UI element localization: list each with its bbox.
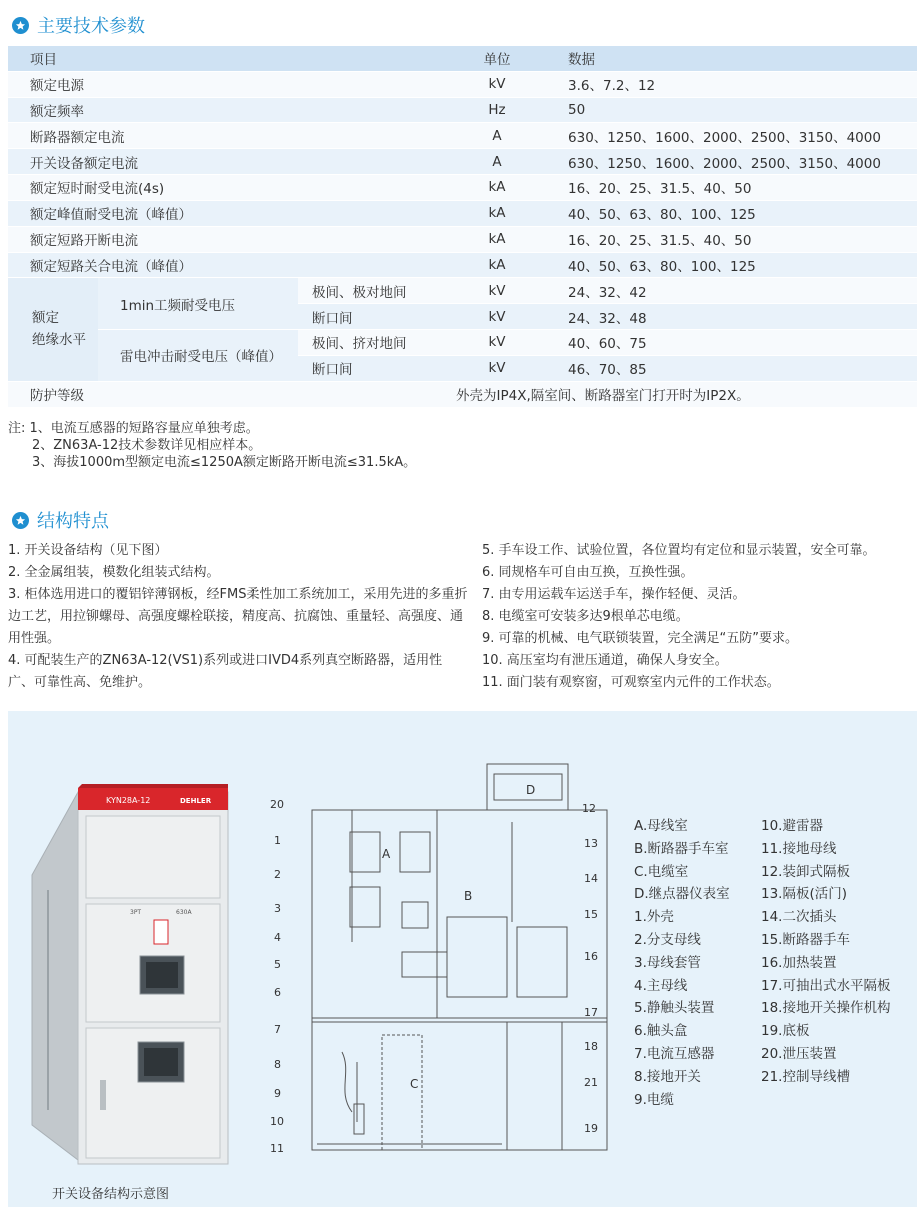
svg-text:5: 5 (274, 958, 281, 971)
row-item: 额定频率 (8, 97, 456, 123)
features-left (8, 540, 468, 694)
legend-item: 3.母线套管 (634, 954, 701, 971)
svg-text:18: 18 (584, 1040, 598, 1053)
section-title-features: 结构特点 (12, 507, 109, 533)
row-data: 46、70、85 (538, 355, 917, 381)
row-data: 40、50、63、80、100、125 (538, 200, 917, 226)
row-item: 额定电源 (8, 71, 456, 97)
row-item: 防护等级 (8, 381, 456, 407)
feature-item: 8. 电缆室可安装多达9根单芯电缆。 (482, 609, 689, 624)
feature-item: 4. 可配装生产的ZN63A-12(VS1)系列或进口IVD4系列真空断路器，适用性广、可靠性高、免维护。 (8, 653, 443, 690)
row-item: 额定短路开断电流 (8, 226, 456, 252)
svg-text:17: 17 (584, 1006, 598, 1019)
row-unit: kA (456, 200, 538, 226)
row-data: 40、50、63、80、100、125 (538, 252, 917, 278)
notes (8, 420, 416, 471)
table-row (8, 123, 917, 149)
row-unit: A (456, 149, 538, 175)
legend-item: 10.避雷器 (761, 818, 823, 834)
row-type: 断口间 (298, 355, 456, 381)
feature-item: 5. 手车设工作、试验位置，各位置均有定位和显示装置，安全可靠。 (482, 543, 876, 558)
star-icon (12, 17, 29, 34)
row-type: 极间、极对地间 (298, 278, 456, 304)
row-data: 24、32、48 (538, 304, 917, 330)
cabinet-photo (30, 780, 230, 1165)
row-data: 40、60、75 (538, 329, 917, 355)
legend-item: C.电缆室 (634, 863, 689, 880)
svg-text:9: 9 (274, 1087, 281, 1100)
header-data: 数据 (538, 46, 917, 72)
legend-item: 11.接地母线 (761, 840, 837, 857)
table-row (8, 200, 917, 226)
legend-item: 17.可抽出式水平隔板 (761, 977, 891, 994)
header-unit: 单位 (456, 46, 538, 72)
row-unit: kV (456, 355, 538, 381)
legend-item: 12.装卸式隔板 (761, 863, 850, 880)
svg-text:7: 7 (274, 1023, 281, 1036)
svg-text:6: 6 (274, 986, 281, 999)
legend-item: 9.电缆 (634, 1091, 674, 1108)
row-data: 16、20、25、31.5、40、50 (538, 175, 917, 201)
legend-item: 15.断路器手车 (761, 931, 850, 948)
row-data: 16、20、25、31.5、40、50 (538, 226, 917, 252)
svg-text:11: 11 (270, 1142, 284, 1155)
row-data: 630、1250、1600、2000、2500、3150、4000 (538, 149, 917, 175)
table-row (8, 252, 917, 278)
photo-caption: 开关设备结构示意图 (52, 1187, 170, 1202)
legend-item: 8.接地开关 (634, 1068, 701, 1085)
svg-text:3: 3 (274, 902, 281, 915)
table-header-row (8, 46, 917, 72)
svg-text:13: 13 (584, 837, 598, 850)
legend-item: 7.电流互感器 (634, 1045, 715, 1062)
svg-text:15: 15 (584, 908, 598, 921)
row-item: 额定峰值耐受电流（峰值） (8, 200, 456, 226)
row-unit: Hz (456, 97, 538, 123)
legend-item: 20.泄压装置 (761, 1045, 837, 1062)
table-row (8, 97, 917, 123)
note-line: 注: 1、电流互感器的短路容量应单独考虑。 (8, 421, 259, 436)
svg-text:10: 10 (270, 1115, 284, 1128)
note-line: 3、海拔1000m型额定电流≤1250A额定断路开断电流≤31.5kA。 (32, 455, 417, 470)
row-data: 外壳为IP4X,隔室间、断路器室门打开时为IP2X。 (456, 381, 917, 407)
insulation-sub-label: 雷电冲击耐受电压（峰值） (98, 329, 298, 381)
table-row (8, 329, 917, 355)
feature-item: 3. 柜体选用进口的覆铝锌薄钢板，经FMS柔性加工系统加工，采用先进的多重折边工艺，用拉铆螺母、高强度螺栓联接，精度高、抗腐蚀、重量轻、高强度、通用性强。 (8, 587, 468, 646)
row-item: 额定短路关合电流（峰值） (8, 252, 456, 278)
compartment-C-label: C (410, 1077, 419, 1091)
row-type: 极间、挤对地间 (298, 329, 456, 355)
row-unit: kV (456, 278, 538, 304)
svg-text:8: 8 (274, 1058, 281, 1071)
row-unit: kA (456, 252, 538, 278)
row-item: 开关设备额定电流 (8, 149, 456, 175)
svg-text:12: 12 (582, 802, 596, 815)
legend-item: 19.底板 (761, 1023, 810, 1040)
row-item: 断路器额定电流 (8, 123, 456, 149)
legend-item: 4.主母线 (634, 977, 688, 994)
table-row (8, 226, 917, 252)
legend-column-1 (634, 815, 730, 1111)
insulation-sub-label: 1min工频耐受电压 (98, 278, 298, 330)
feature-item: 1. 开关设备结构（见下图） (8, 543, 168, 558)
svg-text:630A: 630A (176, 909, 192, 916)
legend-column-2 (761, 815, 890, 1089)
legend-item: A.母线室 (634, 818, 688, 834)
brand-label: DEHLER (180, 797, 212, 805)
feature-item: 11. 面门装有观察窗，可观察室内元件的工作状态。 (482, 675, 780, 690)
legend-item: D.继点器仪表室 (634, 886, 730, 903)
svg-text:4: 4 (274, 931, 281, 944)
feature-item: 2. 全金属组装，模数化组装式结构。 (8, 565, 220, 580)
feature-item: 7. 由专用运载车运送手车，操作轻便、灵活。 (482, 587, 746, 602)
legend-item: 1.外壳 (634, 909, 674, 926)
feature-item: 6. 同规格车可自由互换，互换性强。 (482, 565, 694, 580)
header-item: 项目 (8, 46, 456, 72)
section-title-tech-params: 主要技术参数 (12, 12, 145, 38)
legend-item: 2.分支母线 (634, 931, 701, 948)
table-row (8, 381, 917, 407)
row-unit: kV (456, 71, 538, 97)
row-unit: kV (456, 304, 538, 330)
legend-item: 6.触头盒 (634, 1023, 688, 1040)
legend-item: 14.二次插头 (761, 909, 837, 926)
row-data: 24、32、42 (538, 278, 917, 304)
svg-text:3PT: 3PT (130, 909, 142, 916)
svg-text:1: 1 (274, 834, 281, 847)
table-row (8, 149, 917, 175)
legend-item: 18.接地开关操作机构 (761, 1000, 891, 1017)
row-item: 额定短时耐受电流(4s) (8, 175, 456, 201)
svg-text:20: 20 (270, 798, 284, 811)
feature-item: 10. 高压室均有泄压通道，确保人身安全。 (482, 653, 728, 668)
feature-item: 9. 可靠的机械、电气联锁装置，完全满足“五防”要求。 (482, 631, 799, 646)
row-unit: kV (456, 329, 538, 355)
legend-item: B.断路器手车室 (634, 840, 729, 857)
row-unit: kA (456, 175, 538, 201)
svg-text:14: 14 (584, 872, 598, 885)
row-unit: A (456, 123, 538, 149)
svg-text:21: 21 (584, 1076, 598, 1089)
spec-table (8, 45, 917, 407)
legend-item: 13.隔板(活门) (761, 886, 848, 903)
svg-text:16: 16 (584, 950, 598, 963)
row-type: 断口间 (298, 304, 456, 330)
svg-text:19: 19 (584, 1122, 598, 1135)
table-row (8, 175, 917, 201)
compartment-D-label: D (526, 783, 536, 797)
compartment-A-label: A (382, 847, 391, 861)
legend-item: 21.控制导线槽 (761, 1068, 850, 1085)
legend-item: 5.静触头装置 (634, 1000, 715, 1017)
table-row (8, 278, 917, 304)
row-data: 3.6、7.2、12 (538, 71, 917, 97)
row-unit: kA (456, 226, 538, 252)
row-data: 630、1250、1600、2000、2500、3150、4000 (538, 123, 917, 149)
compartment-B-label: B (464, 889, 473, 903)
row-data: 50 (538, 97, 917, 123)
insulation-group-label: 额定 绝缘水平 (8, 278, 98, 381)
star-icon (12, 512, 29, 529)
svg-text:2: 2 (274, 868, 281, 881)
features-right (482, 540, 912, 694)
note-line: 2、ZN63A-12技术参数详见相应样本。 (32, 438, 262, 453)
legend-item: 16.加热装置 (761, 954, 837, 971)
model-label: KYN28A-12 (106, 796, 151, 805)
cross-section-diagram (262, 752, 622, 1162)
table-row (8, 71, 917, 97)
